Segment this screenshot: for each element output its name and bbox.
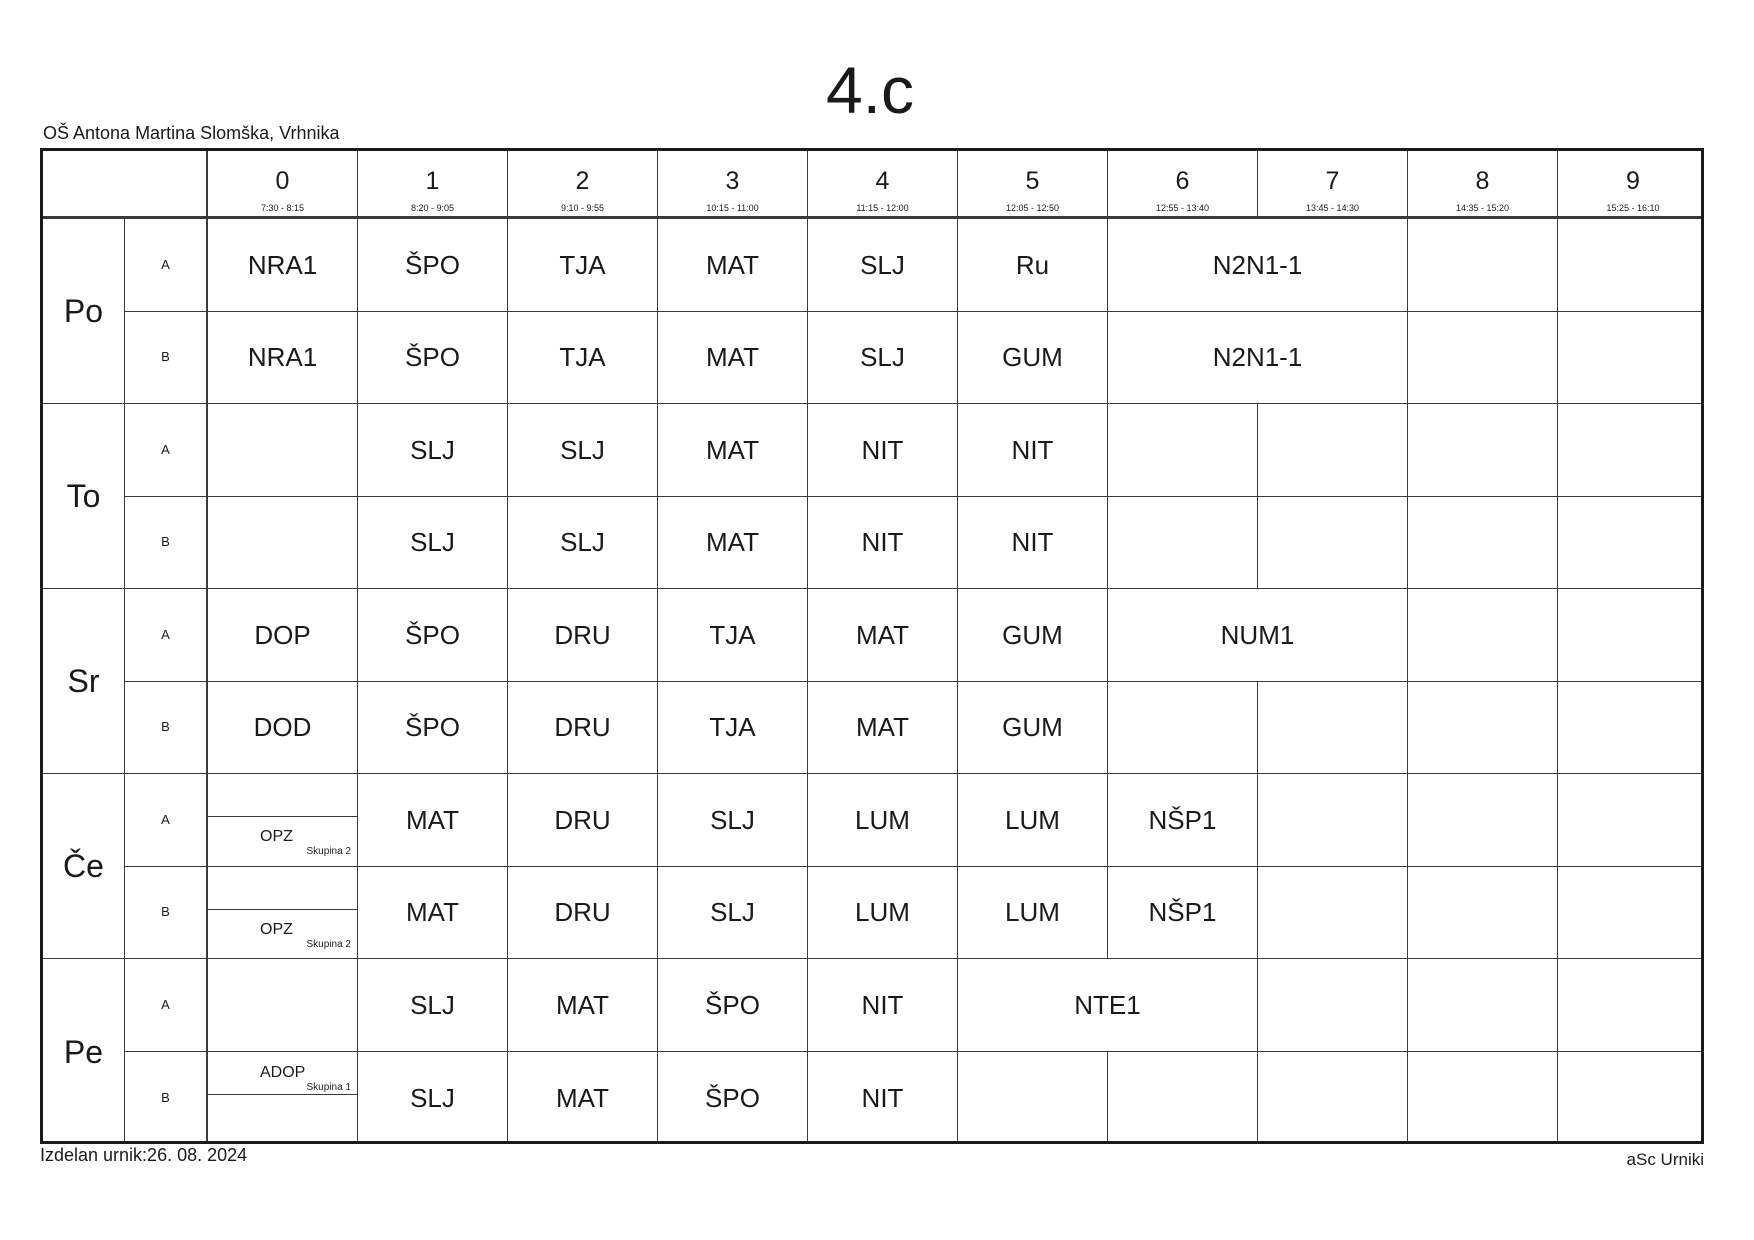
empty-lesson-cell <box>1558 219 1704 312</box>
empty-lesson-cell <box>1408 682 1558 775</box>
lesson-subject: TJA <box>709 619 756 650</box>
period-number: 4 <box>875 167 890 195</box>
group-lesson-group: Skupina 1 <box>306 1081 351 1093</box>
empty-lesson-cell <box>1558 774 1704 867</box>
lesson-subject: LUM <box>1005 897 1060 928</box>
generated-date: Izdelan urnik:26. 08. 2024 <box>40 1145 248 1165</box>
lesson-subject: ŠPO <box>405 342 460 373</box>
empty-lesson-cell <box>1408 312 1558 405</box>
period-header-1 <box>358 151 508 219</box>
empty-lesson-cell <box>1408 1052 1558 1145</box>
lesson-cell <box>358 219 508 312</box>
lesson-subject: MAT <box>556 989 609 1020</box>
group-label: B <box>125 497 208 590</box>
lesson-subject: MAT <box>406 897 459 928</box>
group-lesson <box>208 1052 357 1096</box>
period-number: 9 <box>1626 167 1640 195</box>
lesson-cell <box>1108 219 1408 312</box>
empty-lesson-cell <box>1558 682 1704 775</box>
group-lesson-group: Skupina 2 <box>306 846 351 858</box>
lesson-cell <box>358 312 508 405</box>
empty-lesson-cell <box>958 1052 1108 1145</box>
lesson-subject: MAT <box>556 1082 609 1113</box>
lesson-cell <box>508 682 658 775</box>
period-time: 15:25 - 16:10 <box>1606 203 1660 213</box>
lesson-subject: N2N1-1 <box>1212 342 1303 373</box>
lesson-subject: SLJ <box>860 342 905 373</box>
lesson-cell <box>808 1052 958 1145</box>
lesson-subject: TJA <box>559 249 606 280</box>
period-time: 11:15 - 12:00 <box>856 203 909 213</box>
empty-lesson-cell <box>1258 867 1408 960</box>
empty-lesson-cell <box>1558 589 1704 682</box>
lesson-cell <box>208 589 358 682</box>
day-label: Po <box>43 219 125 404</box>
lesson-subject: ŠPO <box>405 712 460 743</box>
lesson-cell <box>958 867 1108 960</box>
timetable-grid <box>40 148 1704 1144</box>
period-header-9 <box>1558 151 1704 219</box>
lesson-cell <box>508 312 658 405</box>
empty-lesson-cell <box>208 404 358 497</box>
lesson-cell <box>508 774 658 867</box>
lesson-subject: NIT <box>861 434 904 465</box>
empty-lesson-cell <box>208 867 358 960</box>
lesson-cell <box>1108 867 1258 960</box>
empty-lesson-cell <box>1258 404 1408 497</box>
period-number: 0 <box>275 167 290 195</box>
lesson-cell <box>358 404 508 497</box>
empty-lesson-cell <box>1408 404 1558 497</box>
lesson-subject: NIT <box>861 527 904 558</box>
period-number: 6 <box>1175 167 1190 195</box>
lesson-subject: ŠPO <box>705 989 760 1020</box>
corner-cell <box>43 151 208 219</box>
lesson-subject: SLJ <box>410 1082 455 1113</box>
software-name: aSc Urniki <box>1626 1150 1704 1169</box>
lesson-subject: NUM1 <box>1220 619 1295 650</box>
lesson-subject: LUM <box>855 897 910 928</box>
period-header-2 <box>508 151 658 219</box>
lesson-cell <box>508 404 658 497</box>
lesson-cell <box>958 497 1108 590</box>
lesson-cell <box>808 312 958 405</box>
empty-lesson-cell <box>208 959 358 1052</box>
empty-lesson-cell <box>1558 404 1704 497</box>
period-number: 3 <box>725 167 740 195</box>
lesson-cell <box>358 1052 508 1145</box>
group-label: A <box>125 589 208 682</box>
lesson-subject: LUM <box>855 804 910 835</box>
lesson-subject: NIT <box>1011 527 1054 558</box>
group-lesson-subject: ADOP <box>260 1063 306 1081</box>
lesson-cell <box>1108 589 1408 682</box>
group-lesson <box>208 816 357 865</box>
lesson-cell <box>358 959 508 1052</box>
period-time: 14:35 - 15:20 <box>1455 203 1510 213</box>
lesson-subject: MAT <box>856 712 909 743</box>
day-label: Če <box>43 774 125 959</box>
empty-lesson-cell <box>208 774 358 867</box>
day-label: Sr <box>43 589 125 774</box>
period-number: 5 <box>1025 167 1040 195</box>
lesson-cell <box>808 219 958 312</box>
empty-lesson-cell <box>1108 404 1258 497</box>
group-label: B <box>125 1052 208 1145</box>
lesson-subject: Ru <box>1015 249 1050 280</box>
empty-lesson-cell <box>1408 497 1558 590</box>
lesson-subject: SLJ <box>410 434 455 465</box>
day-label: Pe <box>43 959 125 1144</box>
lesson-subject: SLJ <box>410 527 455 558</box>
day-label: To <box>43 404 125 589</box>
lesson-cell <box>208 682 358 775</box>
lesson-subject: ŠPO <box>705 1082 760 1113</box>
lesson-subject: NTE1 <box>1074 989 1141 1020</box>
period-time: 12:55 - 13:40 <box>1155 203 1210 213</box>
lesson-cell <box>658 404 808 497</box>
lesson-cell <box>658 497 808 590</box>
group-lesson-subject: OPZ <box>260 920 293 938</box>
empty-half-slot <box>208 774 357 817</box>
lesson-cell <box>208 312 358 405</box>
lesson-subject: MAT <box>406 804 459 835</box>
lesson-subject: DRU <box>554 804 611 835</box>
lesson-cell <box>808 404 958 497</box>
group-label: A <box>125 774 208 867</box>
empty-lesson-cell <box>1258 1052 1408 1145</box>
group-label: A <box>125 404 208 497</box>
empty-lesson-cell <box>1558 312 1704 405</box>
empty-lesson-cell <box>1408 867 1558 960</box>
empty-lesson-cell <box>1108 682 1258 775</box>
period-time: 12:05 - 12:50 <box>1005 203 1060 213</box>
period-header-4 <box>808 151 958 219</box>
lesson-subject: ŠPO <box>405 619 460 650</box>
lesson-cell <box>808 682 958 775</box>
lesson-cell <box>958 404 1108 497</box>
group-lesson-subject: OPZ <box>260 828 293 846</box>
empty-lesson-cell <box>1558 1052 1704 1145</box>
lesson-cell <box>508 1052 658 1145</box>
empty-lesson-cell <box>1258 497 1408 590</box>
empty-lesson-cell <box>1258 682 1408 775</box>
lesson-cell <box>958 682 1108 775</box>
lesson-subject: MAT <box>706 342 759 373</box>
lesson-subject: GUM <box>1002 712 1063 743</box>
empty-lesson-cell <box>1408 589 1558 682</box>
lesson-subject: TJA <box>559 342 606 373</box>
lesson-subject: MAT <box>706 249 759 280</box>
lesson-cell <box>658 312 808 405</box>
lesson-cell <box>958 774 1108 867</box>
lesson-subject: NRA1 <box>247 342 318 373</box>
lesson-subject: DRU <box>554 712 611 743</box>
period-number: 2 <box>575 167 590 195</box>
empty-lesson-cell <box>1258 959 1408 1052</box>
lesson-subject: SLJ <box>860 249 905 280</box>
lesson-subject: LUM <box>1005 804 1060 835</box>
lesson-cell <box>958 219 1108 312</box>
empty-lesson-cell <box>1558 959 1704 1052</box>
lesson-cell <box>508 959 658 1052</box>
lesson-subject: DRU <box>554 619 611 650</box>
lesson-cell <box>1108 774 1258 867</box>
lesson-subject: NRA1 <box>247 249 318 280</box>
lesson-cell <box>508 219 658 312</box>
lesson-cell <box>508 867 658 960</box>
lesson-cell <box>958 959 1258 1052</box>
group-label: B <box>125 312 208 405</box>
lesson-subject: N2N1-1 <box>1212 249 1303 280</box>
lesson-cell <box>658 219 808 312</box>
lesson-subject: MAT <box>856 619 909 650</box>
group-lesson <box>208 909 357 958</box>
lesson-cell <box>658 867 808 960</box>
lesson-cell <box>808 959 958 1052</box>
lesson-subject: NIT <box>861 1082 904 1113</box>
lesson-cell <box>658 774 808 867</box>
empty-lesson-cell <box>1408 219 1558 312</box>
empty-lesson-cell <box>1408 774 1558 867</box>
lesson-subject: SLJ <box>410 989 455 1020</box>
lesson-subject: MAT <box>706 434 759 465</box>
lesson-cell <box>958 312 1108 405</box>
empty-lesson-cell <box>1258 774 1408 867</box>
lesson-cell <box>1108 312 1408 405</box>
lesson-cell <box>658 682 808 775</box>
lesson-cell <box>208 219 358 312</box>
period-time: 9:10 - 9:55 <box>560 203 605 213</box>
lesson-cell <box>358 589 508 682</box>
group-label: B <box>125 867 208 960</box>
school-name: OŠ Antona Martina Slomška, Vrhnika <box>43 123 340 143</box>
lesson-cell <box>658 589 808 682</box>
empty-lesson-cell <box>1108 1052 1258 1145</box>
empty-half-slot <box>208 867 357 910</box>
lesson-subject: SLJ <box>710 804 755 835</box>
lesson-subject: NŠP1 <box>1148 804 1217 835</box>
lesson-subject: GUM <box>1002 619 1063 650</box>
lesson-subject: SLJ <box>560 434 605 465</box>
period-time: 13:45 - 14:30 <box>1305 203 1360 213</box>
lesson-cell <box>508 497 658 590</box>
period-header-3 <box>658 151 808 219</box>
lesson-cell <box>358 867 508 960</box>
lesson-cell <box>358 774 508 867</box>
empty-lesson-cell <box>1558 867 1704 960</box>
lesson-cell <box>808 497 958 590</box>
lesson-subject: NIT <box>1011 434 1054 465</box>
empty-lesson-cell <box>1108 497 1258 590</box>
group-label: A <box>125 959 208 1052</box>
period-time: 8:20 - 9:05 <box>410 203 455 213</box>
period-header-7 <box>1258 151 1408 219</box>
period-number: 8 <box>1475 167 1490 195</box>
group-label: A <box>125 219 208 312</box>
period-number: 1 <box>425 167 440 195</box>
lesson-cell <box>358 497 508 590</box>
class-title: 4.c <box>825 53 915 127</box>
lesson-subject: SLJ <box>710 897 755 928</box>
lesson-cell <box>958 589 1108 682</box>
empty-lesson-cell <box>208 1052 358 1145</box>
lesson-cell <box>508 589 658 682</box>
empty-lesson-cell <box>1558 497 1704 590</box>
period-header-6 <box>1108 151 1258 219</box>
empty-lesson-cell <box>208 497 358 590</box>
period-header-5 <box>958 151 1108 219</box>
lesson-subject: NIT <box>861 989 904 1020</box>
lesson-cell <box>808 774 958 867</box>
lesson-subject: GUM <box>1002 342 1063 373</box>
lesson-cell <box>658 1052 808 1145</box>
group-lesson-group: Skupina 2 <box>306 938 351 950</box>
lesson-subject: SLJ <box>560 527 605 558</box>
lesson-subject: DOD <box>253 712 312 743</box>
lesson-cell <box>658 959 808 1052</box>
lesson-subject: NŠP1 <box>1148 897 1217 928</box>
lesson-subject: DRU <box>554 897 611 928</box>
lesson-cell <box>808 589 958 682</box>
lesson-subject: TJA <box>709 712 756 743</box>
lesson-subject: DOP <box>254 619 311 650</box>
period-time: 7:30 - 8:15 <box>260 203 305 213</box>
period-time: 10:15 - 11:00 <box>706 203 759 213</box>
empty-lesson-cell <box>1408 959 1558 1052</box>
group-label: B <box>125 682 208 775</box>
period-number: 7 <box>1325 167 1340 195</box>
lesson-cell <box>808 867 958 960</box>
period-header-8 <box>1408 151 1558 219</box>
period-header-0 <box>208 151 358 219</box>
lesson-subject: MAT <box>706 527 759 558</box>
lesson-subject: ŠPO <box>405 249 460 280</box>
lesson-cell <box>358 682 508 775</box>
